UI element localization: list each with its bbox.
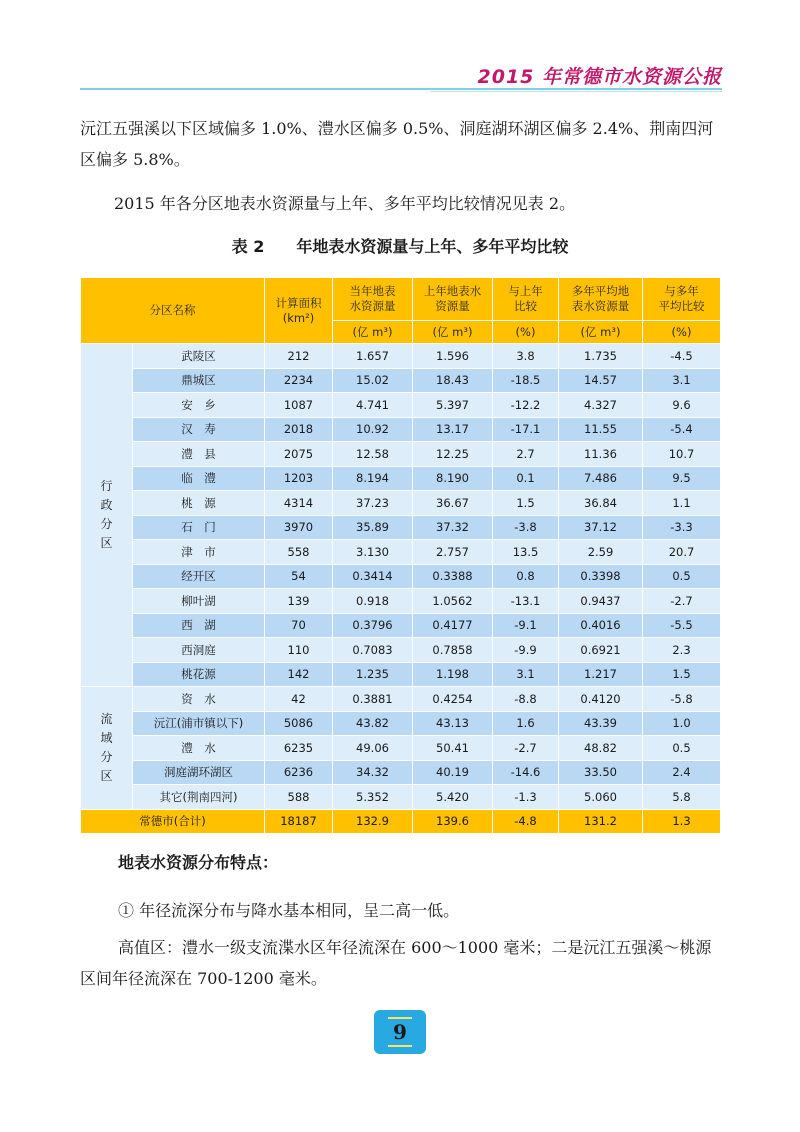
value-cell: 8.190 [413,466,493,491]
value-cell: 1203 [265,466,333,491]
value-cell: 0.918 [333,589,413,614]
value-cell: -2.7 [643,589,721,614]
region-name-cell: 澧 县 [133,442,265,467]
value-cell: 11.55 [559,417,643,442]
value-cell: 2.757 [413,540,493,565]
value-cell: -14.6 [493,760,559,785]
value-cell: 37.12 [559,515,643,540]
value-cell: 5.420 [413,785,493,810]
value-cell: 11.36 [559,442,643,467]
value-cell: 33.50 [559,760,643,785]
value-cell: 0.3398 [559,564,643,589]
region-name-cell: 资 水 [133,687,265,712]
value-cell: 1.5 [643,662,721,687]
region-name-cell: 洞庭湖环湖区 [133,760,265,785]
paragraph-3: ① 年径流深分布与降水基本相同，呈二高一低。 [118,901,460,920]
region-name-cell: 桃花源 [133,662,265,687]
header-cell: 与多年 平均比较 [643,278,721,321]
table-row [81,662,721,687]
page-number: 9 [393,1020,407,1044]
value-cell: -17.1 [493,417,559,442]
value-cell: 3970 [265,515,333,540]
group-label-text: 流域分区 [100,711,113,783]
total-value-cell: 131.2 [559,809,643,834]
paragraph-4: 高值区：澧水一级支流渫水区年径流深在 600～1000 毫米；二是沅江五强溪～桃源区间年径流深在 700-1200 毫米。 [80,938,712,988]
value-cell: 4314 [265,491,333,516]
value-cell: 0.4254 [413,687,493,712]
value-cell: 5.8 [643,785,721,810]
value-cell: 36.84 [559,491,643,516]
value-cell: -5.8 [643,687,721,712]
table-row [81,785,721,810]
value-cell: 37.23 [333,491,413,516]
group-label-admin [81,344,133,687]
value-cell: 13.17 [413,417,493,442]
value-cell: 54 [265,564,333,589]
value-cell: 0.4177 [413,613,493,638]
region-name-cell: 西洞庭 [133,638,265,663]
value-cell: 13.5 [493,540,559,565]
value-cell: 3.1 [643,368,721,393]
unit-cell: (%) [643,321,721,344]
group-label-text: 行政分区 [100,479,113,550]
page-number-line-bottom [388,1045,412,1047]
table-header-row [81,278,721,321]
value-cell: 1.1 [643,491,721,516]
unit-cell: (亿 m³) [333,321,413,344]
value-cell: 3.1 [493,662,559,687]
value-cell: 35.89 [333,515,413,540]
value-cell: 10.92 [333,417,413,442]
table-row [81,442,721,467]
value-cell: 1087 [265,393,333,418]
value-cell: 0.3796 [333,613,413,638]
unit-cell: (%) [493,321,559,344]
unit-cell: (亿 m³) [559,321,643,344]
total-value-cell: -4.8 [493,809,559,834]
header-cell: 当年地表 水资源量 [333,278,413,321]
region-name-cell: 西 湖 [133,613,265,638]
value-cell: 1.0562 [413,589,493,614]
value-cell: 1.5 [493,491,559,516]
header-cell: 计算面积 (km²) [265,278,333,344]
value-cell: 2.4 [643,760,721,785]
value-cell: 12.25 [413,442,493,467]
value-cell: 14.57 [559,368,643,393]
value-cell: 18.43 [413,368,493,393]
value-cell: 558 [265,540,333,565]
table-row [81,613,721,638]
region-name-cell: 武陵区 [133,344,265,369]
value-cell: 43.39 [559,711,643,736]
table-row [81,540,721,565]
region-name-cell: 桃 源 [133,491,265,516]
value-cell: 1.217 [559,662,643,687]
value-cell: 48.82 [559,736,643,761]
value-cell: 70 [265,613,333,638]
region-name-cell: 经开区 [133,564,265,589]
region-name-cell: 澧 水 [133,736,265,761]
value-cell: 3.8 [493,344,559,369]
value-cell: 3.130 [333,540,413,565]
value-cell: 2234 [265,368,333,393]
value-cell: 4.741 [333,393,413,418]
table-total-row [81,809,721,834]
region-name-cell: 临 澧 [133,466,265,491]
value-cell: 2075 [265,442,333,467]
value-cell: -9.9 [493,638,559,663]
region-name-cell: 柳叶湖 [133,589,265,614]
table-row [81,687,721,712]
table-row [81,368,721,393]
value-cell: 1.0 [643,711,721,736]
total-value-cell: 1.3 [643,809,721,834]
value-cell: 9.6 [643,393,721,418]
value-cell: 1.657 [333,344,413,369]
region-name-cell: 津 市 [133,540,265,565]
value-cell: 6236 [265,760,333,785]
total-value-cell: 18187 [265,809,333,834]
value-cell: 0.3388 [413,564,493,589]
value-cell: 5.060 [559,785,643,810]
table-row [81,515,721,540]
value-cell: -5.5 [643,613,721,638]
value-cell: 588 [265,785,333,810]
value-cell: 139 [265,589,333,614]
table-row [81,589,721,614]
value-cell: 15.02 [333,368,413,393]
value-cell: -2.7 [493,736,559,761]
value-cell: 20.7 [643,540,721,565]
region-name-cell: 石 门 [133,515,265,540]
value-cell: 0.6921 [559,638,643,663]
value-cell: 36.67 [413,491,493,516]
value-cell: 50.41 [413,736,493,761]
region-name-cell: 汉 寿 [133,417,265,442]
value-cell: -4.5 [643,344,721,369]
value-cell: 9.5 [643,466,721,491]
total-label-cell: 常德市(合计) [81,809,265,834]
value-cell: 42 [265,687,333,712]
value-cell: 1.198 [413,662,493,687]
value-cell: 2018 [265,417,333,442]
header-title: 2015 年常德市水资源公报 [477,66,722,88]
value-cell: 1.735 [559,344,643,369]
value-cell: 5.352 [333,785,413,810]
value-cell: 5.397 [413,393,493,418]
paragraph-1: 沅江五强溪以下区域偏多 1.0%、澧水区偏多 0.5%、洞庭湖环湖区偏多 2.4%、荆南四河区偏多 5.8%。 [80,119,714,169]
region-name-cell: 鼎城区 [133,368,265,393]
value-cell: 0.4120 [559,687,643,712]
table-row [81,466,721,491]
table-row [81,344,721,369]
header-cell: 与上年 比较 [493,278,559,321]
value-cell: 6235 [265,736,333,761]
table-row [81,638,721,663]
table-row [81,736,721,761]
value-cell: 2.59 [559,540,643,565]
value-cell: 0.1 [493,466,559,491]
value-cell: 0.7858 [413,638,493,663]
value-cell: 110 [265,638,333,663]
value-cell: 40.19 [413,760,493,785]
table-row [81,564,721,589]
value-cell: 4.327 [559,393,643,418]
value-cell: 10.7 [643,442,721,467]
value-cell: -18.5 [493,368,559,393]
region-name-cell: 其它(荆南四河) [133,785,265,810]
region-name-cell: 安 乡 [133,393,265,418]
header-cell: 多年平均地 表水资源量 [559,278,643,321]
value-cell: 212 [265,344,333,369]
value-cell: 0.9437 [559,589,643,614]
page-number-line-top [388,1017,412,1019]
table-row [81,393,721,418]
value-cell: -13.1 [493,589,559,614]
region-name-cell: 沅江(浦市镇以下) [133,711,265,736]
value-cell: -9.1 [493,613,559,638]
value-cell: -3.8 [493,515,559,540]
value-cell: 2.7 [493,442,559,467]
value-cell: 8.194 [333,466,413,491]
table-row [81,417,721,442]
table-caption: 表 2 年地表水资源量与上年、多年平均比较 [231,237,569,256]
value-cell: 0.3881 [333,687,413,712]
value-cell: -3.3 [643,515,721,540]
value-cell: 1.6 [493,711,559,736]
table-row [81,491,721,516]
header-cell: 分区名称 [81,278,265,344]
value-cell: 1.596 [413,344,493,369]
value-cell: -8.8 [493,687,559,712]
table-row [81,711,721,736]
value-cell: 0.4016 [559,613,643,638]
value-cell: 2.3 [643,638,721,663]
section-subheading: 地表水资源分布特点： [118,853,279,872]
value-cell: -1.3 [493,785,559,810]
value-cell: 12.58 [333,442,413,467]
table-row [81,760,721,785]
value-cell: -12.2 [493,393,559,418]
header-cell: 上年地表水 资源量 [413,278,493,321]
header-rule [80,88,722,90]
value-cell: 49.06 [333,736,413,761]
paragraph-2: 2015 年各分区地表水资源量与上年、多年平均比较情况见表 2。 [114,194,576,213]
group-label-basin [81,687,133,810]
value-cell: 0.5 [643,564,721,589]
value-cell: 142 [265,662,333,687]
total-value-cell: 139.6 [413,809,493,834]
value-cell: 0.3414 [333,564,413,589]
value-cell: 1.235 [333,662,413,687]
header-rule-thin [430,91,722,92]
value-cell: 7.486 [559,466,643,491]
total-value-cell: 132.9 [333,809,413,834]
water-resources-table [80,277,721,834]
value-cell: 34.32 [333,760,413,785]
value-cell: 0.5 [643,736,721,761]
value-cell: 37.32 [413,515,493,540]
value-cell: 5086 [265,711,333,736]
unit-cell: (亿 m³) [413,321,493,344]
value-cell: -5.4 [643,417,721,442]
value-cell: 0.7083 [333,638,413,663]
value-cell: 43.13 [413,711,493,736]
page-number-badge [374,1010,426,1054]
value-cell: 43.82 [333,711,413,736]
value-cell: 0.8 [493,564,559,589]
